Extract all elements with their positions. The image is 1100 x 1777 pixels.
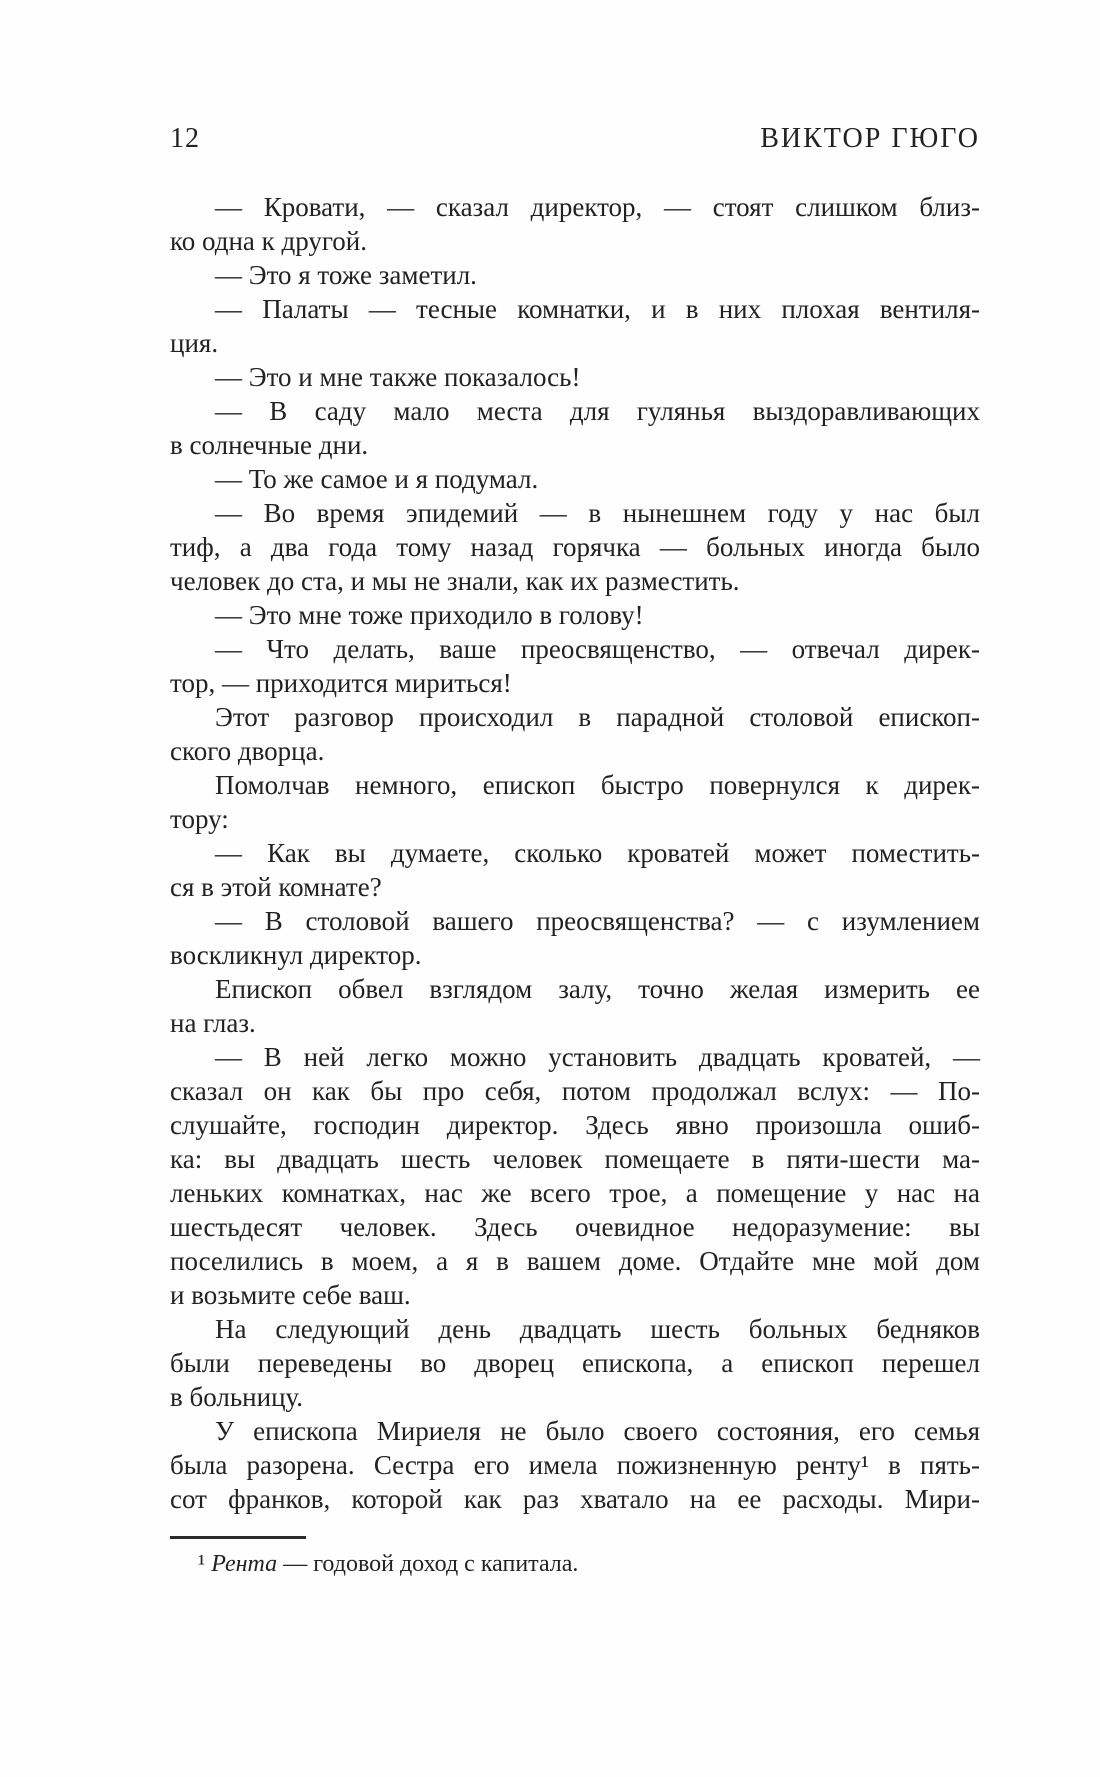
- text-line: — Это я тоже заметил.: [215, 260, 477, 290]
- running-title: ВИКТОР ГЮГО: [760, 123, 980, 154]
- text-line: На следующий день двадцать шесть больных бедняков: [215, 1314, 980, 1344]
- text-line: леньких комнатках, нас же всего трое, а помещение у нас на: [170, 1178, 980, 1208]
- text-line: ко одна к другой.: [170, 226, 367, 256]
- text-line: в солнечные дни.: [170, 430, 369, 460]
- footnote-rule: [170, 1536, 306, 1539]
- footnote-area: [170, 1536, 980, 1579]
- footnote-marker: ¹: [198, 1551, 206, 1577]
- text-line: сот франков, которой как раз хватало на ее расходы. Мири-: [170, 1484, 980, 1514]
- footnote-text: — годовой доход с капитала.: [283, 1551, 579, 1577]
- text-line: шестьдесят человек. Здесь очевидное недоразумение: вы: [170, 1212, 980, 1242]
- text-line: У епископа Мириеля не было своего состояния, его семья: [215, 1416, 980, 1446]
- text-line: — Во время эпидемий — в нынешнем году у нас был: [215, 498, 980, 528]
- text-line: ся в этой комнате?: [170, 872, 382, 902]
- text-line: — В саду мало места для гулянья выздоравливающих: [215, 396, 980, 426]
- text-line: сказал он как бы про себя, потом продолжал вслух: — По-: [170, 1076, 980, 1106]
- text-line: Епископ обвел взглядом залу, точно желая измерить ее: [215, 974, 980, 1004]
- footnote: [170, 1549, 980, 1579]
- text-line: были переведены во дворец епископа, а епископ перешел: [170, 1348, 980, 1378]
- text-line: — В ней легко можно установить двадцать кроватей, —: [215, 1042, 980, 1072]
- text-line: ка: вы двадцать шесть человек помещаете в пяти-шести ма-: [170, 1144, 980, 1174]
- text-line: Этот разговор происходил в парадной столовой епископ-: [215, 702, 980, 732]
- text-line: — Как вы думаете, сколько кроватей может поместить-: [215, 838, 980, 868]
- text-line: — Палаты — тесные комнатки, и в них плохая вентиля-: [215, 294, 980, 324]
- text-line: воскликнул директор.: [170, 940, 422, 970]
- footnote-term: Рента: [211, 1551, 278, 1577]
- text-line: — Кровати, — сказал директор, — стоят слишком близ-: [215, 192, 980, 222]
- text-line: слушайте, господин директор. Здесь явно произошла ошиб-: [170, 1110, 980, 1140]
- text-line: — Это и мне также показалось!: [215, 362, 581, 392]
- text-line: тор, — приходится мириться!: [170, 668, 512, 698]
- text-line: была разорена. Сестра его имела пожизненную ренту¹ в пять-: [170, 1450, 980, 1480]
- text-line: в больницу.: [170, 1382, 304, 1412]
- text-line: на глаз.: [170, 1008, 256, 1038]
- text-line: — Это мне тоже приходило в голову!: [215, 600, 644, 630]
- page-body: [170, 190, 980, 1516]
- text-line: поселились в моем, а я в вашем доме. Отдайте мне мой дом: [170, 1246, 980, 1276]
- text-line: ция.: [170, 328, 219, 358]
- text-line: ского дворца.: [170, 736, 325, 766]
- page-number: 12: [170, 123, 200, 154]
- text-line: — Что делать, ваше преосвященство, — отвечал дирек-: [215, 634, 980, 664]
- text-line: — То же самое и я подумал.: [215, 464, 539, 494]
- text-line: — В столовой вашего преосвященства? — с изумлением: [215, 906, 980, 936]
- text-line: Помолчав немного, епископ быстро повернулся к дирек-: [215, 770, 980, 800]
- text-line: и возьмите себе ваш.: [170, 1280, 411, 1310]
- text-line: человек до ста, и мы не знали, как их разместить.: [170, 566, 740, 596]
- text-line: тору:: [170, 804, 229, 834]
- text-line: тиф, а два года тому назад горячка — больных иногда было: [170, 532, 980, 562]
- running-header: [170, 124, 980, 154]
